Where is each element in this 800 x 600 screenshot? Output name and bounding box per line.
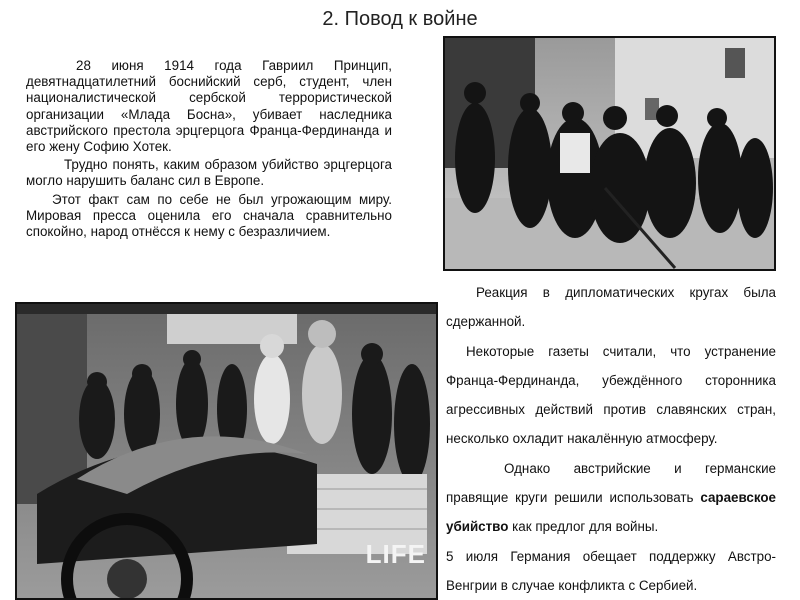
sarajevo-murder-highlight: сараевское убийство bbox=[446, 490, 776, 535]
left-text-block bbox=[26, 58, 392, 242]
car-photo bbox=[15, 302, 438, 600]
right-text-block bbox=[446, 278, 776, 600]
paragraph-pretext bbox=[446, 454, 776, 542]
arrest-photo bbox=[443, 36, 776, 271]
life-watermark: LIFE bbox=[365, 539, 426, 569]
arrest-photo-image bbox=[445, 38, 776, 271]
pretext-lead: Однако австрийские и германские правящие круги решили использовать bbox=[446, 460, 776, 506]
paragraph-assassination: 28 июня 1914 года Гавриил Принцип, девятнадцатилетний боснийский серб, студент, член националистической сербской террористической организации «Млада Босна», убивает наследника австрийского престола эрцгерцога Франца-Фердинанда и его жену Софию Хотек. bbox=[26, 58, 392, 155]
paragraph-diplomatic: Реакция в дипломатических кругах была сдержанной. bbox=[446, 285, 776, 330]
pretext-tail: как предлог для войны. bbox=[508, 519, 659, 535]
paragraph-newspapers: Некоторые газеты считали, что устранение Франца-Фердинанда, убеждённого сторонника агрессивных действий против славянских стран, несколько охладит накалённую атмосферу. bbox=[446, 343, 776, 447]
paragraph-balance: Трудно понять, каким образом убийство эрцгерцога могло нарушить баланс сил в Европе. bbox=[26, 157, 392, 189]
paragraph-press: Этот факт сам по себе не был угрожающим миру. Мировая пресса оценила его сначала сравнительно спокойно, народ отнёсся к нему с безразличием. bbox=[26, 191, 392, 240]
paragraph-german-support: 5 июля Германия обещает поддержку Австро-Венгрии в случае конфликта с Сербией. bbox=[446, 548, 776, 593]
slide-title: 2. Повод к войне bbox=[322, 8, 478, 30]
